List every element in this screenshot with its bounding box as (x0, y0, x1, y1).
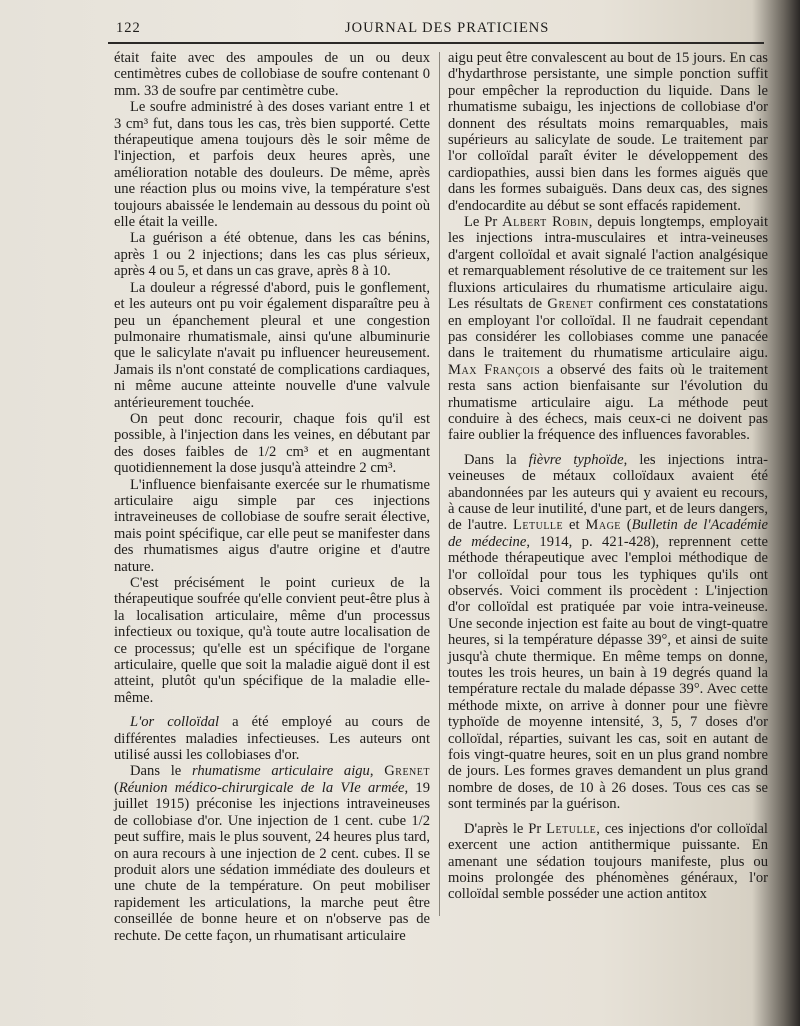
author-name: Albert Robin (502, 214, 589, 231)
italic-term: rhumatisme articulaire aigu (191, 763, 370, 780)
paragraph (448, 452, 768, 813)
text-run: a observé des faits où le traitement resta sans action bienfaisante sur l'évolution du rhumatisme articulaire aigu. La méthode peut conduire à des échecs, mais ceux-ci ne doivent pas faire oublier la fréquence des influences favorables. (448, 361, 768, 444)
text-run: Dans le (130, 763, 192, 780)
paragraph: aigu peut être convalescent au bout de 15 jours. En cas d'hydarthrose persistante, une simple ponction suffit pour empêcher la reproduction du liquide. Dans le rhumatisme subaigu, les injections de collobiase d'or donnent des résultats moins remarquables, mais supérieurs au salicylate de soude. Le traitement par l'or colloïdal paraît éviter le développement des cardiopathies, aussi bien dans les formes aiguës que dans les formes subaiguës. Dans deux cas, des signes d'endocardite au début se sont effacés rapidement. (448, 50, 768, 214)
paragraph: était faite avec des ampoules de un ou deux centimètres cubes de collobiase de soufre contenant 0 mm. 33 de soufre par centimètre cube. (114, 50, 430, 99)
journal-title: JOURNAL DES PRATICIENS (345, 20, 550, 36)
text-run: , les injections intra-veineuses de métaux colloïdaux avaient été abandonnées par les auteurs qui y avaient eu recours, à cause de leur inutilité, d'une part, et de leurs dangers, de l'autre. (448, 451, 768, 534)
right-column (448, 50, 768, 903)
text-run: Le Pr (464, 214, 503, 231)
left-column (114, 50, 430, 944)
paragraph (448, 821, 768, 903)
text-run: , 19 juillet 1915) préconise les injections intraveineuses de collobiase d'or. Une injection de 1 cent. cube 1/2 peut suffire, mais le plus souvent, 24 heures plus tard, on aura recours à une injection de 2 cent. cubes. Il se produit alors une sédation immédiate des douleurs et une chute de la température. On peut mobiliser rapidement les articulations, la marche peut être conseillée de bonne heure et on n'observe pas de rechute. De cette façon, un rhumatisant articulaire (114, 779, 431, 944)
paragraph: L'influence bienfaisante exercée sur le rhumatisme articulaire aigu simple par ces injections intraveineuses de collobiase de soufre serait élective, mais point spécifique, car elle peut se manifester dans des rhumatismes aigus d'autre origine et d'autre nature. (114, 476, 430, 575)
citation-title: Réunion médico-chirurgicale de la VIe armée (118, 779, 405, 796)
paragraph: C'est précisément le point curieux de la thérapeutique soufrée qu'elle convient peut-être plus à la localisation articulaire, même d'un processus infectieux ou toxique, qu'à toute autre localisation de ce processus; qu'elle est un spécifique de l'organe articulaire, quelle que soit la maladie aiguë dont il est atteint, plutôt qu'un spécifique de la maladie elle-même. (114, 575, 430, 706)
text-run: confirment ces constatations en employant l'or colloïdal. Il ne faudrait cependant pas considérer les collobiases comme une panacée dans le traitement du rhumatisme articulaire aigu. (448, 296, 768, 362)
page-header (110, 16, 770, 42)
text-run: ( (620, 517, 632, 534)
text-run: ( (114, 779, 119, 796)
author-name: Letulle (512, 517, 564, 534)
italic-term: fièvre typhoïde (528, 451, 624, 468)
text-run: , ces injections d'or colloïdal exercent une action antithermique puissante. En amenant une sédation toujours manifeste, plus ou moins prolongée des phénomènes généraux, l'or colloïdal semble posséder une action antitox (448, 820, 768, 903)
paragraph (448, 214, 768, 444)
header-rule (108, 42, 764, 44)
author-name: Mage (585, 517, 621, 534)
text-run: D'après le Pr (464, 820, 547, 837)
paragraph (114, 714, 430, 763)
paragraph: Le soufre administré à des doses variant entre 1 et 3 cm³ fut, dans tous les cas, très bien supporté. Cette thérapeutique amena toujours dès le soir même de l'injection, et parfois deux heures après, une amélioration notable des douleurs. De même, après une réaction plus ou moins vive, la température s'est toujours abaissée le lendemain au dessous du point où elle était la veille. (114, 99, 430, 231)
author-name: Grenet (384, 763, 430, 780)
paragraph: La douleur a régressé d'abord, puis le gonflement, et les auteurs ont pu voir également disparaître peu à peu un épanchement pleural et une congestion pulmonaire rhumatismale, ainsi qu'une albuminurie que le salicylate n'avait pu influencer heureusement. Jamais ils n'ont constaté de complications cardiaques, ni même aucune atteinte nouvelle d'une valvule antérieurement touchée. (114, 279, 430, 411)
page-number: 122 (116, 20, 141, 36)
text-run: , 1914, p. 421-428), reprennent cette méthode thérapeutique avec l'emploi méthodique de l'or colloïdal pour tous les typhiques qu'ils ont observés. Voici comment ils procèdent : L'injection d'or colloïdal est pratiquée par voie intra-veineuse. Une seconde injection est faite au bout de vingt-quatre heures, si la température dépasse 39°, et ainsi de suite jusqu'à chute thermique. En même temps on donne, toutes les trois heures, un bain à 19 degrés quand la température rectale du malade dépasse 39°. Avec cette méthode mixte, on arrive à donner pour une fièvre typhoïde de moyenne intensité, 3, 5, 7 doses d'or colloïdal, réparties, suivant les cas, soit en autant de fois vingt-quatre heures, soit en un plus grand nombre de jours. Les formes graves demandent un plus grand nombre de doses, de 10 à 26 doses. Tous ces cas se sont terminés par la guérison. (448, 533, 768, 813)
text-run: , (369, 763, 385, 780)
text-run: , depuis longtemps, employait les injections intra-musculaires et intra-veineuses d'argent colloïdal et avait signalé l'action analgésique et remarquablement résolutive de ce traitement sur les fluxions articulaires du rhumatisme articulaire aigu. Les résultats de (448, 214, 768, 313)
author-name: Letulle (546, 820, 597, 837)
paragraph (114, 763, 430, 943)
column-divider (439, 52, 440, 916)
italic-term: L'or colloïdal (130, 714, 220, 731)
paragraph: La guérison a été obtenue, dans les cas bénins, après 1 ou 2 injections; dans les cas plus sérieux, après 4 ou 5, et dans un cas grave, après 8 à 10. (114, 230, 430, 280)
author-name: Max François (448, 361, 541, 378)
citation-title: Bulletin de l'Académie de médecine (448, 517, 768, 550)
author-name: Grenet (547, 296, 594, 313)
text-run: et (563, 517, 586, 534)
paragraph: On peut donc recourir, chaque fois qu'il est possible, à l'injection dans les veines, en débutant par des doses faibles de 1/2 cm³ et en augmentant quotidiennement la dose jusqu'à atteindre 2 cm³. (114, 410, 430, 477)
text-run: a été employé au cours de différentes maladies infectieuses. Les auteurs ont utilisé aussi les collobiases d'or. (114, 714, 430, 764)
text-run: Dans la (464, 451, 529, 468)
